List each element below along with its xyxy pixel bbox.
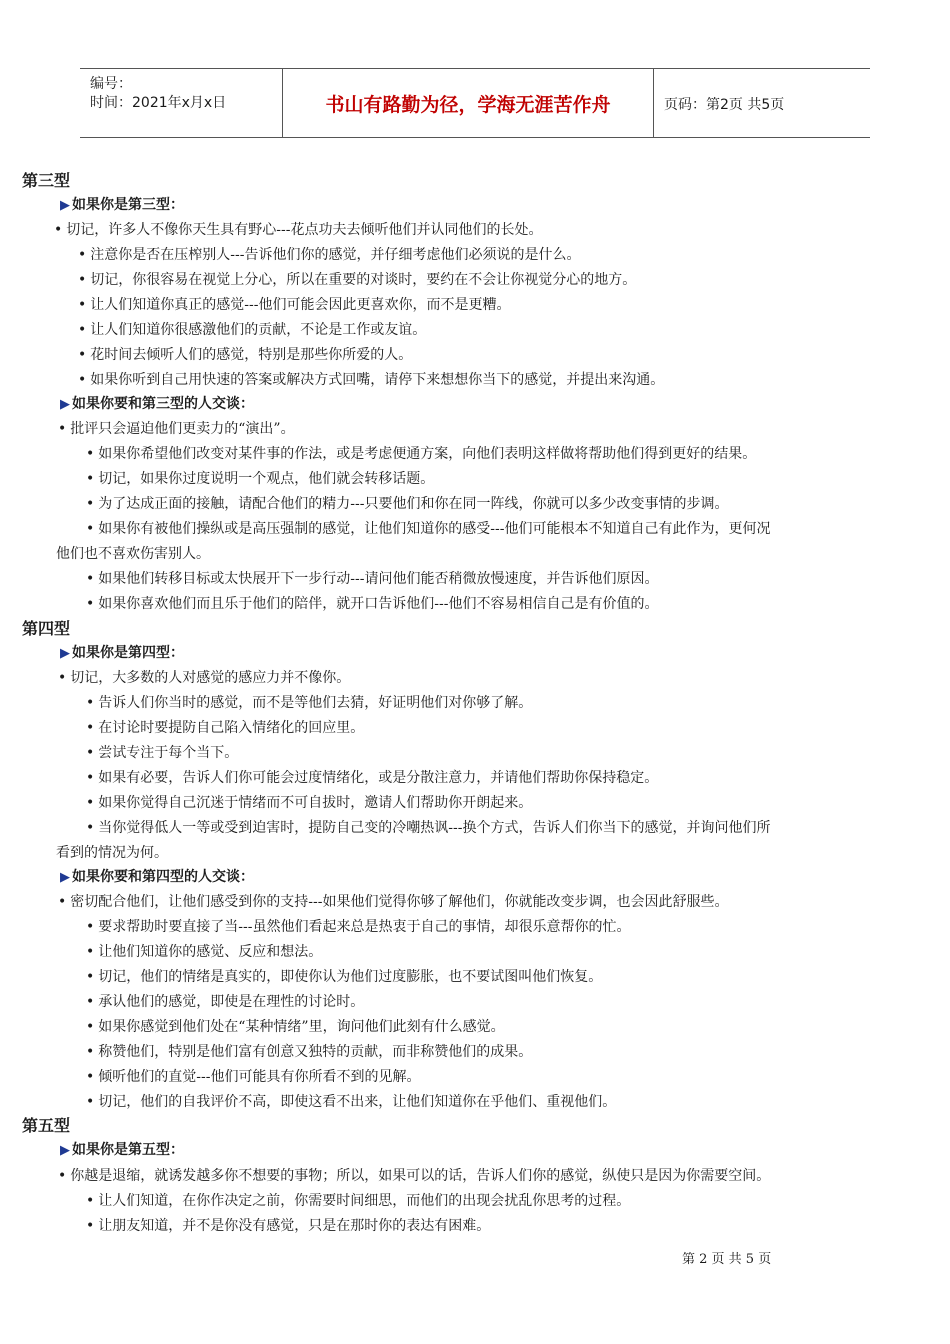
bullet-icon: • [58, 1168, 67, 1184]
page-label: 页码：第2页 共5页 [664, 97, 785, 113]
bullet-icon: • [86, 1044, 95, 1060]
list-item: • 让人们知道你很感激他们的贡献，不论是工作或友谊。 [78, 322, 427, 338]
list-item: • 切记，他们的情绪是真实的，即使你认为他们过度膨胀，也不要试图叫他们恢复。 [86, 969, 603, 985]
list-item: • 批评只会逼迫他们更卖力的“演出”。 [58, 421, 295, 437]
subheading-type4-self: ▶ 如果你是第四型： [60, 645, 184, 661]
page-footer: 第 2 页 共 5 页 [682, 1252, 772, 1267]
list-item-continuation: 看到的情况为何。 [56, 845, 168, 861]
number-label: 编号： [90, 76, 132, 92]
list-item: • 让人们知道你真正的感觉---他们可能会因此更喜欢你，而不是更糟。 [78, 297, 511, 313]
triangle-icon: ▶ [60, 870, 70, 885]
bullet-icon: • [54, 222, 63, 238]
bullet-icon: • [86, 1094, 95, 1110]
list-item: • 倾听他们的直觉---他们可能具有你所看不到的见解。 [86, 1069, 421, 1085]
bullet-icon: • [86, 919, 95, 935]
bullet-icon: • [86, 471, 95, 487]
list-item: • 切记，你很容易在视觉上分心，所以在重要的对谈时，要约在不会让你视觉分心的地方。 [78, 272, 637, 288]
list-item: • 切记，如果你过度说明一个观点，他们就会转移话题。 [86, 471, 435, 487]
bullet-icon: • [86, 1193, 95, 1209]
header-meta-cell [80, 69, 283, 137]
section-title-type3: 第三型 [22, 171, 71, 190]
bullet-icon: • [86, 446, 95, 462]
bullet-icon: • [86, 720, 95, 736]
list-item: • 告诉人们你当时的感觉，而不是等他们去猜，好证明他们对你够了解。 [86, 695, 533, 711]
list-item: • 在讨论时要提防自己陷入情绪化的回应里。 [86, 720, 365, 736]
bullet-icon: • [86, 944, 95, 960]
list-item: • 让他们知道你的感觉、反应和想法。 [86, 944, 323, 960]
bullet-icon: • [78, 247, 87, 263]
bullet-icon: • [86, 496, 95, 512]
list-item: • 切记，他们的自我评价不高，即使这看不出来，让他们知道你在乎他们、重视他们。 [86, 1094, 617, 1110]
list-item: • 如果你听到自己用快速的答案或解决方式回嘴，请停下来想想你当下的感觉，并提出来沟通。 [78, 372, 665, 388]
list-item: • 密切配合他们，让他们感受到你的支持---如果他们觉得你够了解他们，你就能改变步调，也会因此舒服些。 [58, 894, 729, 910]
list-item: • 注意你是否在压榨别人---告诉他们你的感觉，并仔细考虑他们必须说的是什么。 [78, 247, 581, 263]
bullet-icon: • [86, 521, 95, 537]
bullet-icon: • [58, 894, 67, 910]
list-item: • 让人们知道，在你作决定之前，你需要时间细思，而他们的出现会扰乱你思考的过程。 [86, 1193, 631, 1209]
bullet-icon: • [78, 372, 87, 388]
list-item: • 当你觉得低人一等或受到迫害时，提防自己变的冷嘲热讽---换个方式，告诉人们你当下的感觉，并询问他们所 [86, 820, 771, 836]
subheading-type3-talk: ▶ 如果你要和第三型的人交谈： [60, 396, 254, 412]
list-item: • 如果你觉得自己沉迷于情绪而不可自拔时，邀请人们帮助你开朗起来。 [86, 795, 533, 811]
subheading-type4-talk: ▶ 如果你要和第四型的人交谈： [60, 869, 254, 885]
motto: 书山有路勤为径，学海无涯苦作舟 [283, 69, 654, 137]
list-item: • 如果你有被他们操纵或是高压强制的感觉，让他们知道你的感受---他们可能根本不知道自己有此作为，更何况 [86, 521, 771, 537]
list-item: • 让朋友知道，并不是你没有感觉，只是在那时你的表达有困难。 [86, 1218, 491, 1234]
list-item: • 花时间去倾听人们的感觉，特别是那些你所爱的人。 [78, 347, 413, 363]
bullet-icon: • [78, 272, 87, 288]
bullet-icon: • [58, 421, 67, 437]
list-item: • 如果你感觉到他们处在“某种情绪”里，询问他们此刻有什么感觉。 [86, 1019, 505, 1035]
triangle-icon: ▶ [60, 1143, 70, 1158]
bullet-icon: • [86, 571, 95, 587]
bullet-icon: • [86, 745, 95, 761]
subheading-type5-self: ▶ 如果你是第五型： [60, 1142, 184, 1158]
triangle-icon: ▶ [60, 646, 70, 661]
bullet-icon: • [78, 322, 87, 338]
bullet-icon: • [78, 347, 87, 363]
subheading-type3-self: ▶ 如果你是第三型： [60, 197, 184, 213]
list-item: • 你越是退缩，就诱发越多你不想要的事物；所以，如果可以的话，告诉人们你的感觉，纵使只是因为你需要空间。 [58, 1168, 771, 1184]
bullet-icon: • [86, 1019, 95, 1035]
bullet-icon: • [86, 1069, 95, 1085]
section-title-type4: 第四型 [22, 619, 71, 638]
bullet-icon: • [86, 820, 95, 836]
bullet-icon: • [86, 994, 95, 1010]
document-header [80, 68, 870, 138]
time-label: 时间：2021年x月x日 [90, 95, 227, 111]
list-item: • 如果有必要，告诉人们你可能会过度情绪化，或是分散注意力，并请他们帮助你保持稳定。 [86, 770, 659, 786]
triangle-icon: ▶ [60, 198, 70, 213]
list-item: • 为了达成正面的接触，请配合他们的精力---只要他们和你在同一阵线，你就可以多少改变事情的步调。 [86, 496, 729, 512]
bullet-icon: • [86, 1218, 95, 1234]
section-title-type5: 第五型 [22, 1116, 71, 1135]
list-item: • 如果你喜欢他们而且乐于他们的陪伴，就开口告诉他们---他们不容易相信自己是有价值的。 [86, 596, 659, 612]
bullet-icon: • [78, 297, 87, 313]
bullet-icon: • [58, 670, 67, 686]
list-item: • 承认他们的感觉，即使是在理性的讨论时。 [86, 994, 365, 1010]
bullet-icon: • [86, 695, 95, 711]
list-item: • 如果你希望他们改变对某件事的作法，或是考虑便通方案，向他们表明这样做将帮助他们得到更好的结果。 [86, 446, 757, 462]
list-item: • 切记，大多数的人对感觉的感应力并不像你。 [58, 670, 351, 686]
bullet-icon: • [86, 795, 95, 811]
bullet-icon: • [86, 596, 95, 612]
list-item-continuation: 他们也不喜欢伤害别人。 [56, 546, 210, 562]
list-item: • 如果他们转移目标或太快展开下一步行动---请问他们能否稍微放慢速度，并告诉他们原因。 [86, 571, 659, 587]
list-item: • 切记，许多人不像你天生具有野心---花点功夫去倾听他们并认同他们的长处。 [54, 222, 543, 238]
triangle-icon: ▶ [60, 397, 70, 412]
list-item: • 称赞他们，特别是他们富有创意又独特的贡献，而非称赞他们的成果。 [86, 1044, 533, 1060]
bullet-icon: • [86, 969, 95, 985]
bullet-icon: • [86, 770, 95, 786]
list-item: • 要求帮助时要直接了当---虽然他们看起来总是热衷于自己的事情，却很乐意帮你的忙。 [86, 919, 631, 935]
list-item: • 尝试专注于每个当下。 [86, 745, 239, 761]
